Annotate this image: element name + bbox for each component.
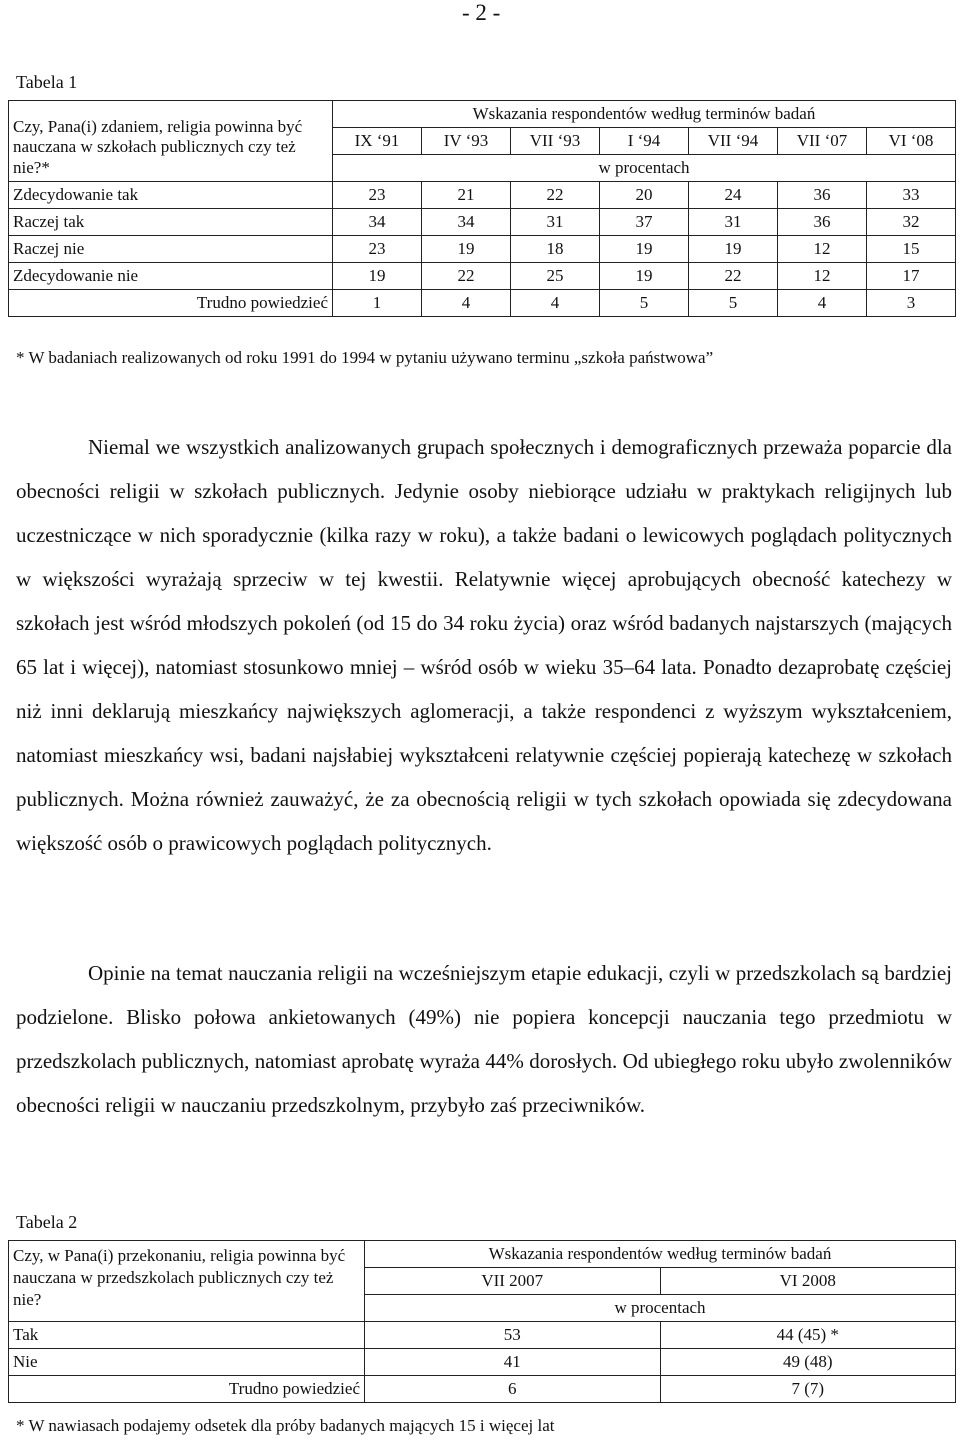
table-1-period: VI ‘08	[867, 128, 956, 155]
cell-value: 12	[778, 263, 867, 290]
cell-value: 33	[867, 182, 956, 209]
table-2	[8, 1240, 956, 1403]
table-2-group-header: Wskazania respondentów według terminów badań	[365, 1241, 956, 1268]
row-label: Trudno powiedzieć	[9, 1376, 365, 1403]
row-label: Raczej tak	[9, 209, 333, 236]
table-1-caption: Tabela 1	[16, 72, 78, 92]
cell-value: 20	[600, 182, 689, 209]
cell-value: 1	[333, 290, 422, 317]
table-1-period: IX ‘91	[333, 128, 422, 155]
table-2-period: VI 2008	[660, 1268, 956, 1295]
table-row	[9, 263, 956, 290]
cell-value: 12	[778, 236, 867, 263]
paragraph: Niemal we wszystkich analizowanych grupach społecznych i demograficznych przeważa poparcie dla obecności religii w szkołach publicznych. Jedynie osoby niebiorące udziału w praktykach religijnych lub uczestniczące w nich sporadycznie (kilka razy w roku), a także badani o lewicowych poglądach politycznych w większości wyrażają sprzeciw w tej kwestii. Relatywnie więcej aprobujących obecność katechezy w szkołach jest wśród młodszych pokoleń (od 15 do 34 roku życia) oraz wśród badanych najstarszych (mających 65 lat i więcej), natomiast stosunkowo mniej – wśród osób w wieku 35–64 lata. Ponadto dezaprobatę częściej niż inni deklarują mieszkańcy największych aglomeracji, a także respondenci z wyższym wykształceniem, natomiast mieszkańcy wsi, badani najsłabiej wykształceni relatywnie częściej popierają katechezę w szkołach publicznych. Można również zauważyć, że za obecnością religii w tych szkołach opowiada się zdecydowana większość osób o prawicowych poglądach politycznych.	[16, 435, 952, 855]
table-1-period: IV ‘93	[422, 128, 511, 155]
cell-value: 34	[333, 209, 422, 236]
table-row	[9, 1376, 956, 1403]
table-1-period: VII ‘93	[511, 128, 600, 155]
cell-value: 23	[333, 182, 422, 209]
table-1-question: Czy, Pana(i) zdaniem, religia powinna być nauczana w szkołach publicznych czy też nie?*	[9, 101, 333, 182]
cell-value: 23	[333, 236, 422, 263]
table-1	[8, 100, 956, 317]
row-label: Zdecydowanie tak	[9, 182, 333, 209]
table-2-caption: Tabela 2	[16, 1212, 78, 1232]
cell-value: 3	[867, 290, 956, 317]
cell-value: 31	[511, 209, 600, 236]
cell-value: 36	[778, 182, 867, 209]
cell-value: 21	[422, 182, 511, 209]
table-1-period: VII ‘07	[778, 128, 867, 155]
cell-value: 53	[365, 1322, 661, 1349]
cell-value: 19	[333, 263, 422, 290]
cell-value: 19	[600, 263, 689, 290]
cell-value: 18	[511, 236, 600, 263]
cell-value: 6	[365, 1376, 661, 1403]
cell-value: 17	[867, 263, 956, 290]
cell-value: 24	[689, 182, 778, 209]
row-label: Zdecydowanie nie	[9, 263, 333, 290]
table-row	[9, 236, 956, 263]
cell-value: 37	[600, 209, 689, 236]
table-2-period: VII 2007	[365, 1268, 661, 1295]
row-label: Nie	[9, 1349, 365, 1376]
cell-value: 22	[511, 182, 600, 209]
table-1-unit: w procentach	[333, 155, 956, 182]
body-section-2	[16, 951, 952, 1127]
cell-value: 31	[689, 209, 778, 236]
cell-value: 5	[600, 290, 689, 317]
row-label: Tak	[9, 1322, 365, 1349]
cell-value: 4	[511, 290, 600, 317]
row-label: Trudno powiedzieć	[9, 290, 333, 317]
cell-value: 44 (45) *	[660, 1322, 956, 1349]
cell-value: 36	[778, 209, 867, 236]
table-2-unit: w procentach	[365, 1295, 956, 1322]
table-row	[9, 1349, 956, 1376]
cell-value: 49 (48)	[660, 1349, 956, 1376]
cell-value: 32	[867, 209, 956, 236]
page-number: - 2 -	[462, 0, 501, 25]
table-1-footnote: * W badaniach realizowanych od roku 1991 do 1994 w pytaniu używano terminu „szkoła państwowa”	[16, 348, 714, 367]
cell-value: 4	[778, 290, 867, 317]
cell-value: 4	[422, 290, 511, 317]
cell-value: 19	[600, 236, 689, 263]
table-row	[9, 209, 956, 236]
cell-value: 19	[689, 236, 778, 263]
cell-value: 25	[511, 263, 600, 290]
table-1-period: VII ‘94	[689, 128, 778, 155]
table-row	[9, 1322, 956, 1349]
body-section-1	[16, 425, 952, 865]
table-2-question: Czy, w Pana(i) przekonaniu, religia powinna być nauczana w przedszkolach publicznych czy też nie?	[9, 1241, 365, 1322]
table-2-footnote: * W nawiasach podajemy odsetek dla próby badanych mających 15 i więcej lat	[16, 1416, 555, 1435]
cell-value: 5	[689, 290, 778, 317]
table-1-group-header: Wskazania respondentów według terminów badań	[333, 101, 956, 128]
row-label: Raczej nie	[9, 236, 333, 263]
cell-value: 22	[422, 263, 511, 290]
cell-value: 34	[422, 209, 511, 236]
table-row	[9, 182, 956, 209]
cell-value: 15	[867, 236, 956, 263]
table-1-period: I ‘94	[600, 128, 689, 155]
paragraph: Opinie na temat nauczania religii na wcześniejszym etapie edukacji, czyli w przedszkolach są bardziej podzielone. Blisko połowa ankietowanych (49%) nie popiera koncepcji nauczania tego przedmiotu w przedszkolach publicznych, natomiast aprobatę wyraża 44% dorosłych. Od ubiegłego roku ubyło zwolenników obecności religii w nauczaniu przedszkolnym, przybyło zaś przeciwników.	[16, 961, 952, 1117]
cell-value: 19	[422, 236, 511, 263]
cell-value: 22	[689, 263, 778, 290]
table-row	[9, 290, 956, 317]
cell-value: 7 (7)	[660, 1376, 956, 1403]
cell-value: 41	[365, 1349, 661, 1376]
